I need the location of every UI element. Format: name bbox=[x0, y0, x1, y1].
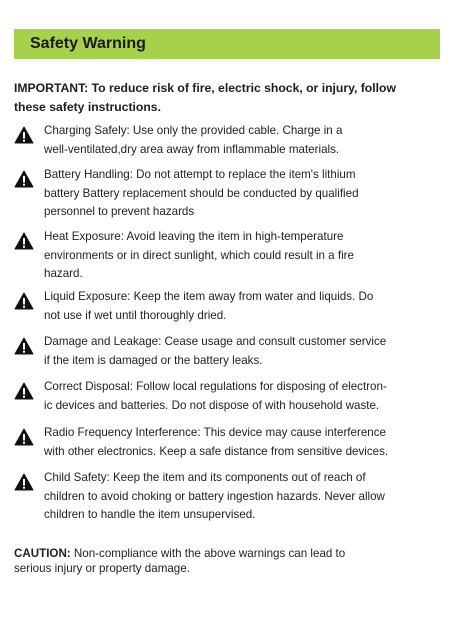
warning-line: Child Safety: Keep the item and its components out of reach of bbox=[44, 471, 366, 484]
warning-line: children to avoid choking or battery ingestion hazards. Never allow bbox=[44, 489, 385, 503]
warning-triangle-icon bbox=[14, 473, 34, 491]
caution-label: CAUTION: bbox=[14, 547, 71, 560]
warning-line: well-ventilated,dry area away from inflammable materials. bbox=[44, 142, 340, 156]
warning-line: Damage and Leakage: Cease usage and consult customer service bbox=[44, 335, 387, 348]
warning-line: with other electronics. Keep a safe distance from sensitive devices. bbox=[44, 444, 389, 458]
warning-line: children to handle the item unsupervised. bbox=[44, 508, 256, 521]
caution-line-2: serious injury or property damage. bbox=[14, 561, 190, 575]
important-line-2: these safety instructions. bbox=[14, 99, 161, 114]
section-title: Safety Warning bbox=[30, 35, 146, 52]
warning-triangle-icon bbox=[14, 292, 34, 310]
warning-line: not use if wet until thoroughly dried. bbox=[44, 308, 227, 322]
warning-line: Correct Disposal: Follow local regulations for disposing of electron- bbox=[44, 380, 387, 393]
warning-line: hazard. bbox=[44, 267, 83, 280]
caution-notice bbox=[14, 547, 444, 576]
warning-triangle-icon bbox=[14, 232, 34, 250]
warning-item-text bbox=[44, 122, 446, 159]
warning-item-text bbox=[44, 333, 446, 370]
warning-triangle-icon bbox=[14, 382, 34, 400]
warning-item-text bbox=[44, 166, 446, 222]
caution-text: Non-compliance with the above warnings can lead to bbox=[70, 547, 346, 560]
important-notice bbox=[14, 79, 440, 116]
warning-line: Charging Safely: Use only the provided cable. Charge in a bbox=[44, 124, 343, 137]
warning-item-text bbox=[44, 228, 446, 284]
section-header bbox=[14, 29, 440, 59]
warning-triangle-icon bbox=[14, 170, 34, 188]
warning-line: battery Battery replacement should be conducted by qualified bbox=[44, 186, 359, 200]
warning-line: Heat Exposure: Avoid leaving the item in high-temperature bbox=[44, 230, 344, 243]
warning-item-text bbox=[44, 424, 446, 461]
warning-line: Radio Frequency Interference: This device may cause interference bbox=[44, 426, 386, 439]
caution-line-1 bbox=[14, 547, 444, 562]
warning-triangle-icon bbox=[14, 126, 34, 144]
warning-item-text bbox=[44, 288, 446, 325]
warning-triangle-icon bbox=[14, 337, 34, 355]
warning-item-text bbox=[44, 378, 446, 415]
warning-line: personnel to prevent hazards bbox=[44, 205, 195, 218]
warning-line: Liquid Exposure: Keep the item away from water and liquids. Do bbox=[44, 290, 374, 303]
warning-line: if the item is damaged or the battery leaks. bbox=[44, 353, 263, 367]
important-line-1: IMPORTANT: To reduce risk of fire, electric shock, or injury, follow bbox=[14, 81, 396, 95]
warning-item-text bbox=[44, 469, 446, 525]
warning-line: environments or in direct sunlight, which could result in a fire bbox=[44, 248, 354, 262]
warning-line: ic devices and batteries. Do not dispose of with household waste. bbox=[44, 398, 380, 412]
warning-triangle-icon bbox=[14, 428, 34, 446]
warning-line: Battery Handling: Do not attempt to replace the item's lithium bbox=[44, 168, 356, 181]
